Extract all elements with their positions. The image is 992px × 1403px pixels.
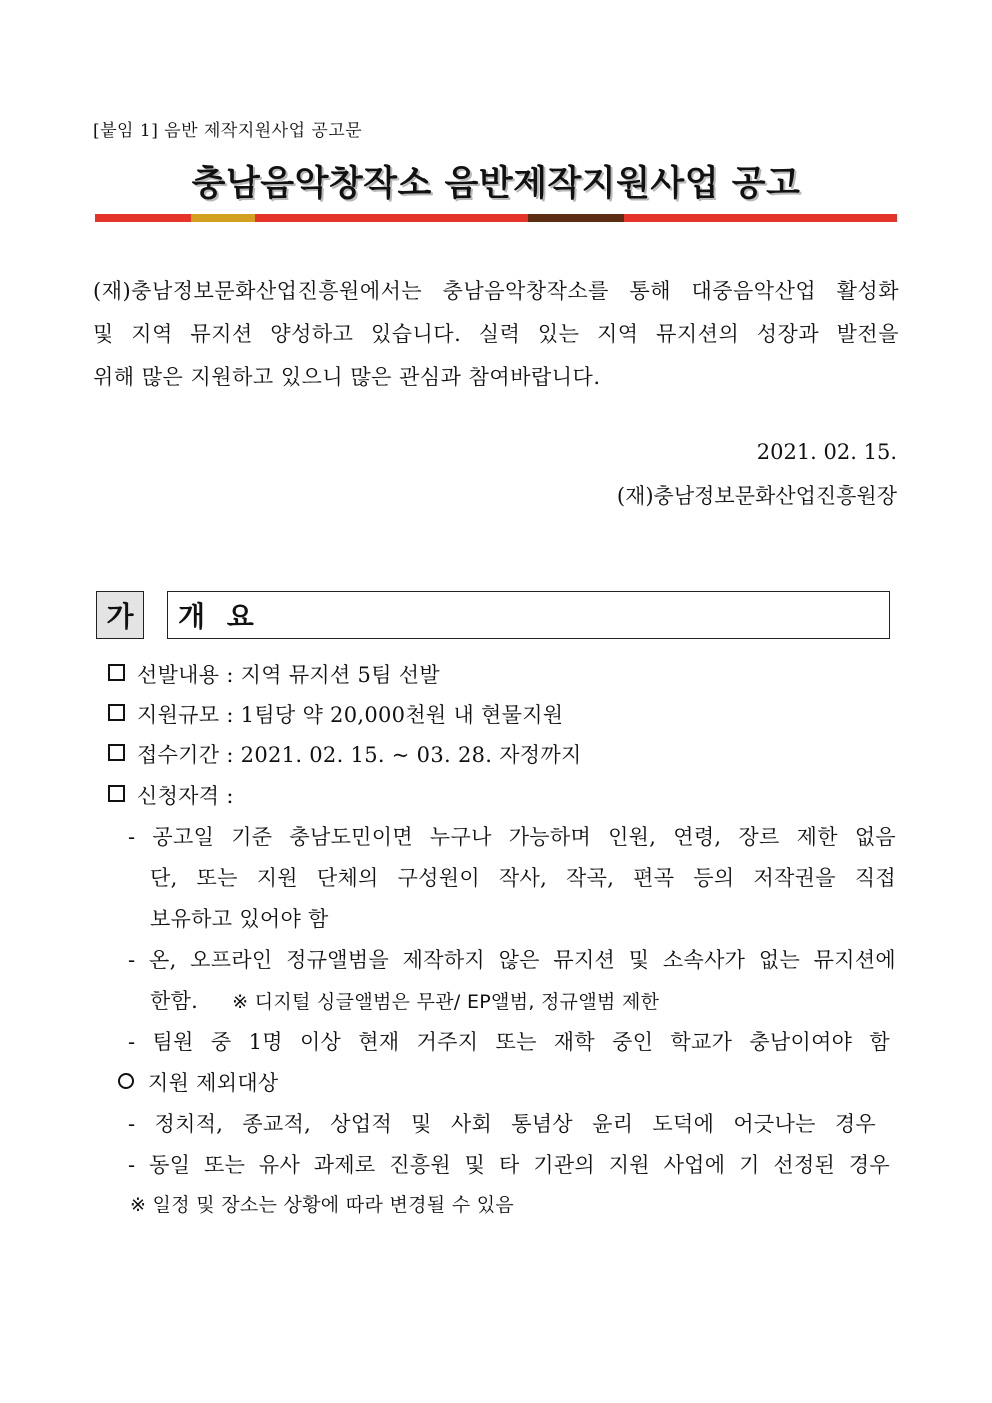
section-marker: 가 — [96, 591, 144, 639]
intro-line-2: 및 지역 뮤지션 양성하고 있습니다. 실력 있는 지역 뮤지션의 성장과 발전을 — [93, 322, 899, 346]
qualification-1-line-3: 보유하고 있어야 함 — [150, 907, 329, 931]
intro-line-1: (재)충남정보문화산업진흥원에서는 충남음악창작소를 통해 대중음악산업 활성화 — [93, 279, 899, 303]
qualification-3: - 팀원 중 1명 이상 현재 거주지 또는 재학 중인 학교가 충남이여야 함 — [128, 1030, 890, 1054]
page-title: 충남음악창작소 음반제작지원사업 공고 — [191, 164, 801, 204]
title-divider — [95, 214, 897, 222]
schedule-change-note: ※ 일정 및 장소는 상황에 따라 변경될 수 있음 — [130, 1194, 515, 1216]
checkbox-bullet-icon — [108, 744, 125, 761]
checkbox-bullet-icon — [108, 785, 125, 802]
announcement-date: 2021. 02. 15. — [756, 440, 897, 464]
exclusion-heading-text: 지원 제외대상 — [148, 1071, 279, 1095]
exclusion-heading — [118, 1067, 279, 1097]
digital-single-note: ※ 디지털 싱글앨범은 무관/ EP앨범, 정규앨범 제한 — [232, 991, 660, 1013]
divider-segment-red-3 — [624, 214, 897, 222]
section-title: 개 요 — [167, 591, 890, 639]
item-selection — [108, 659, 440, 689]
checkbox-bullet-icon — [108, 704, 125, 721]
circle-bullet-icon — [118, 1073, 134, 1089]
checkbox-bullet-icon — [108, 664, 125, 681]
item-scale — [108, 699, 563, 729]
exclusion-2: - 동일 또는 유사 과제로 진흥원 및 타 기관의 지원 사업에 기 선정된 경우 — [128, 1153, 890, 1177]
exclusion-1: - 정치적, 종교적, 상업적 및 사회 통념상 윤리 도덕에 어긋나는 경우 — [128, 1112, 876, 1136]
item-qualification-text: 신청자격 : — [137, 784, 234, 808]
qualification-1-line-1: - 공고일 기준 충남도민이면 누구나 가능하며 인원, 연령, 장르 제한 없음 — [128, 825, 896, 849]
attachment-label: [붙임 1] 음반 제작지원사업 공고문 — [93, 121, 363, 141]
intro-line-3: 위해 많은 지원하고 있으니 많은 관심과 참여바랍니다. — [93, 365, 601, 389]
issuer-name: (재)충남정보문화산업진흥원장 — [616, 484, 897, 508]
divider-segment-gold — [191, 214, 255, 222]
divider-segment-red — [95, 214, 191, 222]
item-qualification — [108, 780, 234, 810]
item-scale-text: 지원규모 : 1팀당 약 20,000천원 내 현물지원 — [137, 703, 564, 727]
item-period-text: 접수기간 : 2021. 02. 15. ~ 03. 28. 자정까지 — [137, 743, 582, 767]
qualification-2-line-2 — [150, 985, 659, 1015]
item-period — [108, 739, 582, 769]
intro-paragraph — [93, 270, 899, 399]
divider-segment-red-2 — [255, 214, 528, 222]
qualification-2-line-1: - 온, 오프라인 정규앨범을 제작하지 않은 뮤지션 및 소속사가 없는 뮤지션에 — [128, 948, 896, 972]
qualification-1-line-2: 단, 또는 지원 단체의 구성원이 작사, 작곡, 편곡 등의 저작권을 직접 — [150, 866, 896, 890]
divider-segment-brown — [528, 214, 624, 222]
qualification-2-limit: 한함. — [150, 989, 199, 1013]
item-selection-text: 선발내용 : 지역 뮤지션 5팀 선발 — [137, 663, 440, 687]
